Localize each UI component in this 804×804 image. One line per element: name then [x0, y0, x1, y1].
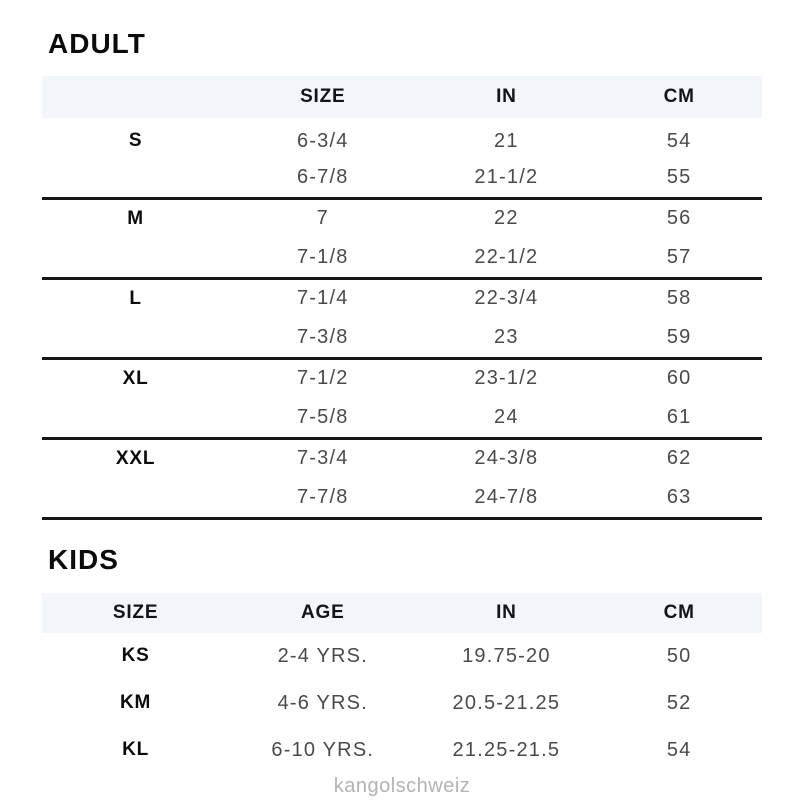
column-header-size: SIZE [42, 593, 229, 633]
cell-cm: 54 [666, 129, 692, 152]
size-label-empty [42, 318, 229, 358]
kids-size-table [42, 593, 762, 774]
size-label: S [128, 130, 143, 151]
column-header-cm: CM [596, 76, 762, 118]
size-label-empty [42, 478, 229, 518]
size-label-empty [42, 238, 229, 278]
cell-in: 19.75-20 [462, 644, 551, 667]
table-row [42, 358, 762, 398]
cell-cm: 60 [666, 367, 692, 390]
column-header-in: IN [416, 593, 596, 633]
header-row [42, 593, 762, 633]
watermark-text: kangolschweiz [333, 774, 471, 797]
kids-section-title: KIDS [48, 543, 119, 575]
size-label-empty [42, 158, 229, 198]
cell-size: 6-3/4 [296, 129, 349, 152]
table-row [42, 238, 762, 278]
cell-age: 4-6 YRS. [277, 691, 368, 714]
cell-cm: 50 [666, 644, 692, 667]
table-row [42, 118, 762, 158]
cell-cm: 54 [666, 738, 692, 761]
cell-in: 20.5-21.25 [452, 691, 561, 714]
column-header-age: AGE [229, 593, 416, 633]
adult-size-group-s [42, 118, 762, 198]
adult-size-group-xl [42, 358, 762, 438]
header-row [42, 76, 762, 118]
cell-cm: 55 [666, 165, 692, 188]
cell-size: 7-1/2 [296, 367, 349, 390]
size-label: KS [121, 645, 150, 666]
cell-in: 22-3/4 [474, 287, 539, 310]
cell-in: 23-1/2 [474, 367, 539, 390]
cell-in: 21.25-21.5 [452, 738, 561, 761]
table-row [42, 438, 762, 478]
cell-age: 2-4 YRS. [277, 644, 368, 667]
column-header-blank [42, 76, 229, 118]
cell-in: 24 [494, 405, 519, 428]
table-row [42, 478, 762, 518]
table-row [42, 398, 762, 438]
table-row [42, 727, 762, 774]
cell-cm: 58 [666, 287, 692, 310]
size-label: KM [120, 692, 152, 713]
cell-size: 7-3/8 [296, 325, 349, 348]
table-row [42, 633, 762, 680]
table-row [42, 158, 762, 198]
cell-size: 7-1/4 [296, 287, 349, 310]
cell-cm: 52 [666, 691, 692, 714]
column-header-cm: CM [596, 593, 762, 633]
cell-in: 24-3/8 [474, 447, 539, 470]
cell-cm: 61 [666, 405, 692, 428]
cell-in: 23 [494, 325, 519, 348]
adult-size-table [42, 76, 762, 520]
adult-size-group-l [42, 278, 762, 358]
cell-size: 7-5/8 [296, 405, 349, 428]
adult-table-header [42, 76, 762, 118]
cell-cm: 57 [666, 245, 692, 268]
table-row [42, 278, 762, 318]
cell-size: 7-1/8 [296, 245, 349, 268]
size-label-empty [42, 398, 229, 438]
kids-table-body [42, 633, 762, 774]
adult-size-group-m [42, 198, 762, 278]
size-label: M [127, 207, 144, 229]
cell-in: 24-7/8 [474, 485, 539, 508]
cell-size: 7-3/4 [296, 447, 349, 470]
cell-size: 7 [316, 207, 329, 230]
cell-size: 6-7/8 [296, 165, 349, 188]
adult-section-title: ADULT [48, 28, 146, 59]
cell-cm: 59 [666, 325, 692, 348]
cell-in: 21 [494, 129, 519, 152]
column-header-size: SIZE [229, 76, 416, 118]
cell-age: 6-10 YRS. [271, 738, 375, 761]
cell-in: 22 [494, 207, 519, 230]
size-label: XL [122, 367, 149, 389]
cell-in: 21-1/2 [474, 165, 539, 188]
table-row [42, 318, 762, 358]
size-label: KL [122, 739, 150, 760]
cell-size: 7-7/8 [296, 485, 349, 508]
cell-cm: 63 [666, 485, 692, 508]
kids-table-header [42, 593, 762, 633]
size-label: XXL [115, 447, 156, 469]
adult-size-group-xxl [42, 438, 762, 518]
cell-in: 22-1/2 [474, 245, 539, 268]
size-label: L [129, 287, 142, 309]
table-row [42, 680, 762, 727]
cell-cm: 62 [666, 447, 692, 470]
table-row [42, 198, 762, 238]
cell-cm: 56 [666, 207, 692, 230]
column-header-in: IN [416, 76, 596, 118]
